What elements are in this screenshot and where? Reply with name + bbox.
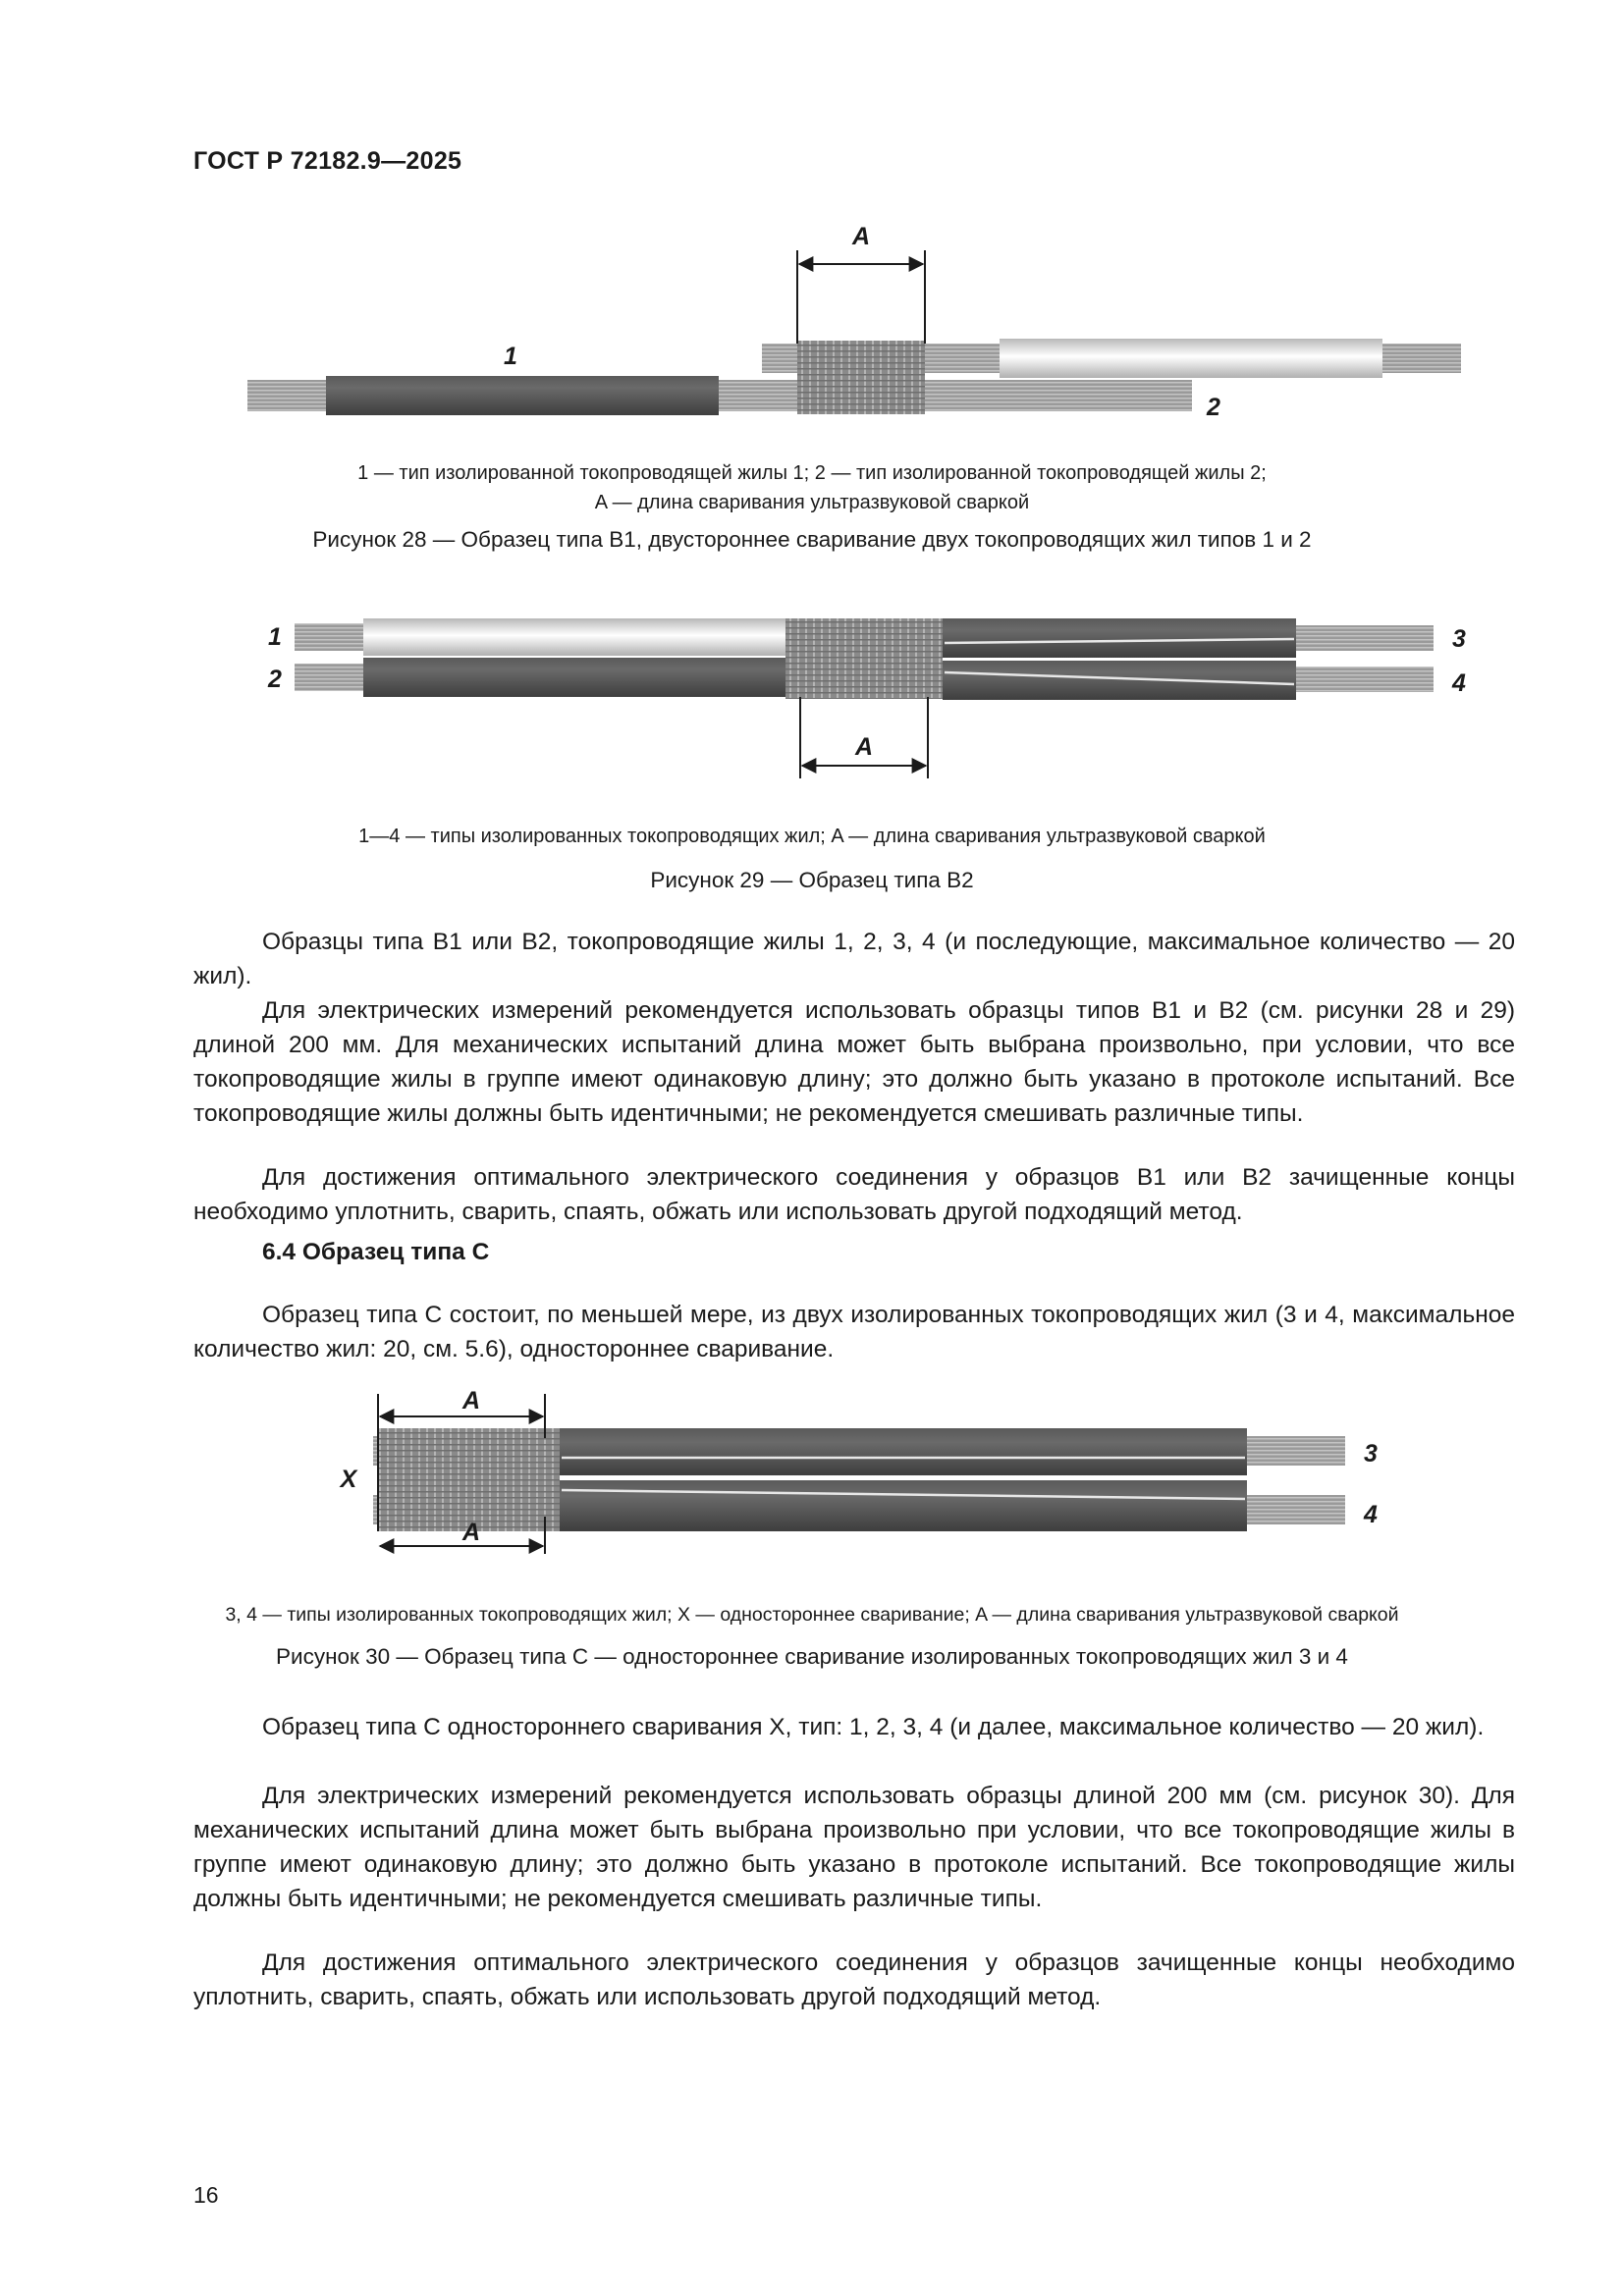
label-1: 1 [504, 343, 517, 370]
wire-1-strands-right [719, 380, 1192, 411]
figure-30-legend: 3, 4 — типы изолированных токопроводящих жил; X — одностороннее сваривание; A — длина сваривания ультразвуковой сваркой [225, 1604, 1399, 1626]
weld-zone [378, 1428, 560, 1531]
label-1: 1 [268, 623, 282, 651]
label-3: 3 [1452, 625, 1466, 653]
figure-28-legend [147, 458, 1477, 517]
weld-zone [797, 341, 925, 414]
wire-1-strands-left [247, 380, 326, 411]
paragraph-3: Для достижения оптимального электрического соединения у образцов В1 или В2 зачищенные концы необходимо уплотнить, сварить, спаять, обжать или использовать другой подходящий метод. [193, 1164, 1515, 1225]
label-a: A [854, 733, 874, 761]
wire-2-insulation [1000, 339, 1382, 378]
figure-28-caption: Рисунок 28 — Образец типа В1, двустороннее сваривание двух токопроводящих жил типов 1 и 2 [312, 527, 1312, 552]
figure-29 [255, 604, 1483, 785]
label-3: 3 [1364, 1440, 1378, 1468]
label-4: 4 [1364, 1501, 1378, 1528]
wire-2-insulation [363, 658, 785, 697]
figure-28 [236, 221, 1492, 432]
label-x: X [340, 1466, 357, 1493]
label-2: 2 [268, 666, 282, 693]
wire-3-insulation [943, 618, 1296, 658]
figure-28-legend-line-1: 1 — тип изолированной токопроводящей жилы 1; 2 — тип изолированной токопроводящей жилы 2; [357, 462, 1267, 484]
section-title: 6.4 Образец типа С [262, 1239, 490, 1265]
paragraph-2: Для электрических измерений рекомендуется использовать образцы типов В1 и В2 (см. рисунки 28 и 29) длиной 200 мм. Для механических испытаний длина может быть выбрана произвольно, при условии, что все токопроводящие жилы в группе имеют одинаковую длину; это должно быть указано в протоколе испытаний. Все токопроводящие жилы должны быть идентичными; не рекомендуется смешивать различные типы. [193, 997, 1515, 1127]
wire-4-insulation [560, 1480, 1247, 1531]
figure-30-caption: Рисунок 30 — Образец типа С — одностороннее сваривание изолированных токопроводящих жил 3 и 4 [276, 1644, 1348, 1669]
figure-28-legend-line-2: A — длина сваривания ультразвуковой сваркой [594, 492, 1030, 513]
wire-1-insulation [363, 618, 785, 656]
figure-29-caption: Рисунок 29 — Образец типа В2 [650, 868, 974, 892]
label-a-bottom: A [461, 1519, 481, 1546]
page-number: 16 [193, 2182, 219, 2208]
document-header: ГОСТ Р 72182.9—2025 [193, 147, 462, 175]
weld-zone [785, 618, 943, 699]
figure-29-legend: 1—4 — типы изолированных токопроводящих жил; A — длина сваривания ультразвуковой сваркой [358, 826, 1266, 847]
wire-3-insulation [560, 1428, 1247, 1475]
label-a-top: A [461, 1387, 481, 1415]
paragraph-6: Для электрических измерений рекомендуется использовать образцы длиной 200 мм (см. рисунок 30). Для механических испытаний длина может быть выбрана произвольно при условии, что все токопроводящие жилы в группе имеют одинаковую длину; это должно быть указано в протоколе испытаний. Все токопроводящие жилы должны быть идентичными; не рекомендуется смешивать различные типы. [193, 1783, 1515, 1912]
label-4: 4 [1452, 669, 1466, 697]
paragraph-4: Образец типа С состоит, по меньшей мере, из двух изолированных токопроводящих жил (3 и 4, максимальное количество жил: 20, см. 5.6), одностороннее сваривание. [193, 1302, 1515, 1362]
wire-1-insulation [326, 376, 719, 415]
paragraph-1: Образцы типа В1 или В2, токопроводящие жилы 1, 2, 3, 4 (и последующие, максимальное количество — 20 жил). [193, 929, 1515, 989]
paragraph-5: Образец типа С одностороннего сваривания X, тип: 1, 2, 3, 4 (и далее, максимальное количество — 20 жил). [262, 1714, 1485, 1740]
label-a: A [851, 223, 871, 250]
wire-2-strands-right [1382, 344, 1461, 373]
wire-4-insulation [943, 661, 1296, 700]
paragraph-7: Для достижения оптимального электрического соединения у образцов зачищенные концы необходимо уплотнить, сварить, спаять, обжать или использовать другой подходящий метод. [193, 1949, 1515, 2010]
figure-30 [324, 1379, 1394, 1561]
label-2: 2 [1207, 394, 1220, 421]
